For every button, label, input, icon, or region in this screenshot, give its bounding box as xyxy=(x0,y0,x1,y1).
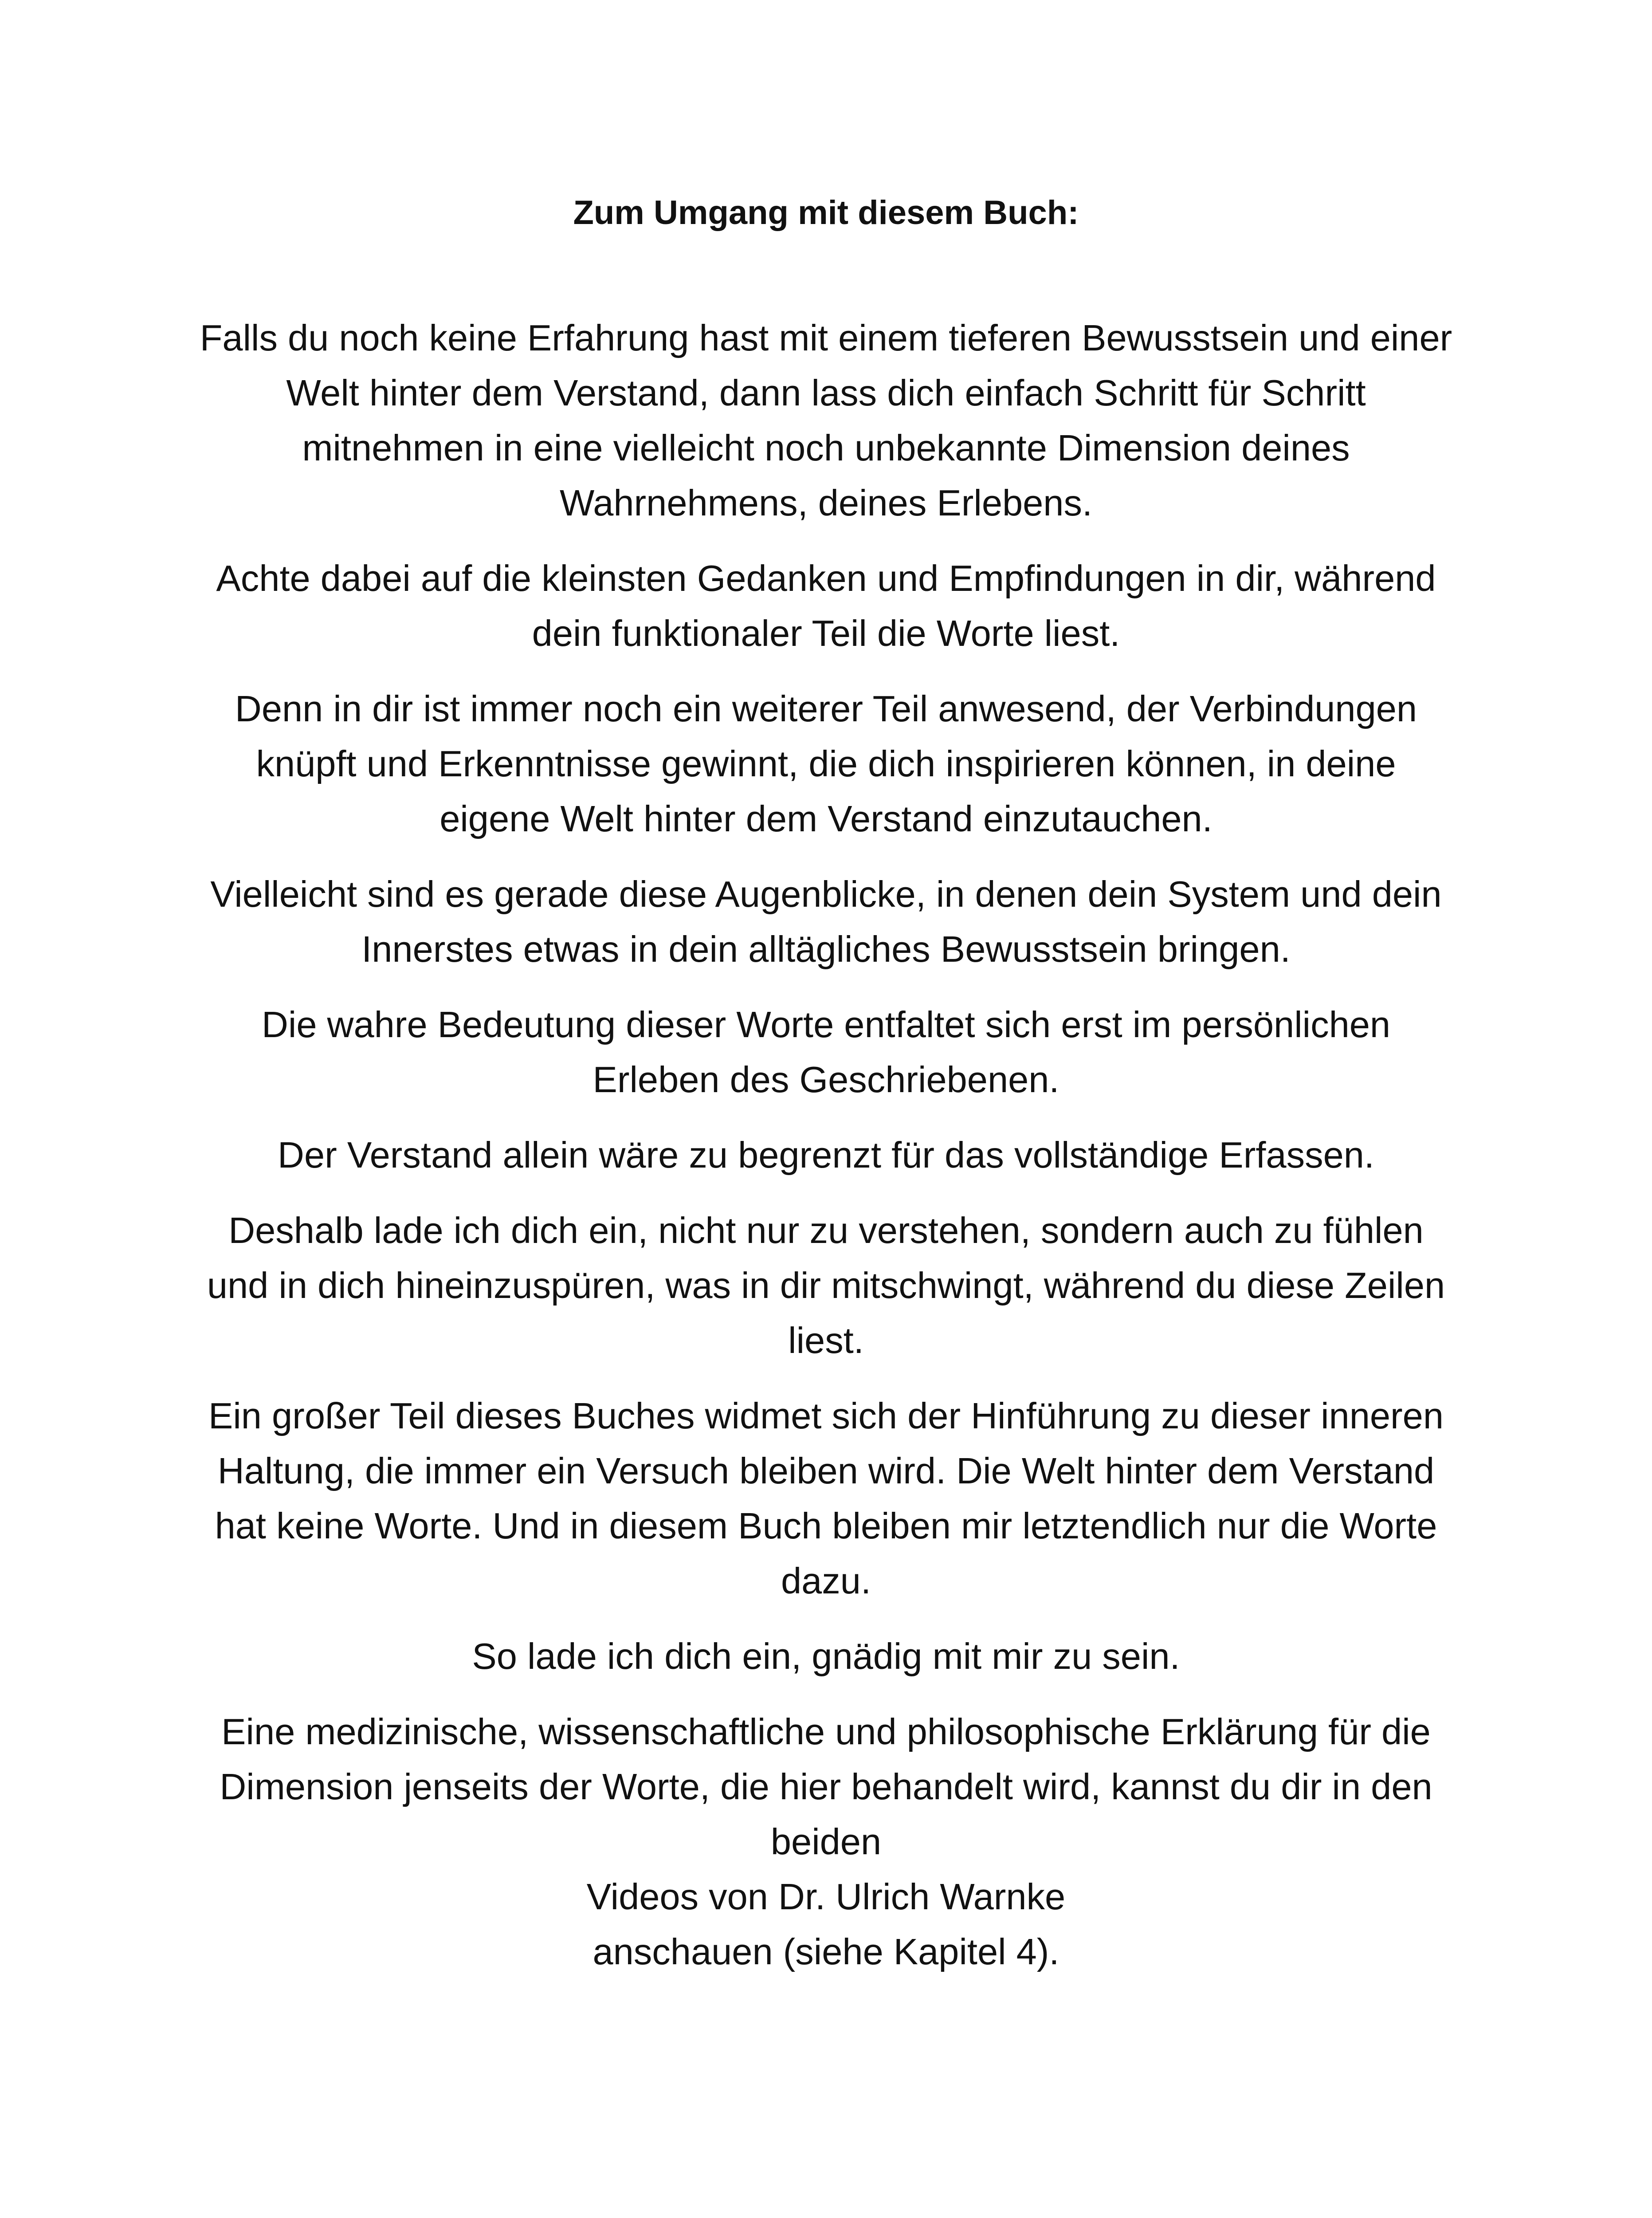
text-line: Die wahre Bedeutung dieser Worte entfaltet sich erst im persönlichen xyxy=(261,1004,1391,1045)
text-line: Denn in dir ist immer noch ein weiterer Teil anwesend, der Verbindungen xyxy=(235,688,1417,729)
text-line: anschauen (siehe Kapitel 4). xyxy=(593,1931,1059,1972)
text-line: Haltung, die immer ein Versuch bleiben wird. Die Welt hinter dem Verstand xyxy=(217,1450,1435,1491)
text-line: beiden xyxy=(770,1821,882,1862)
text-line: Dimension jenseits der Worte, die hier behandelt wird, kannst du dir in den xyxy=(220,1766,1432,1807)
paragraph xyxy=(186,997,1466,1107)
paragraph xyxy=(186,1128,1466,1183)
page-content xyxy=(186,191,1466,2000)
text-line: Eine medizinische, wissenschaftliche und philosophische Erklärung für die xyxy=(221,1711,1431,1752)
text-line: Welt hinter dem Verstand, dann lass dich einfach Schritt für Schritt xyxy=(286,372,1366,413)
text-line: eigene Welt hinter dem Verstand einzutauchen. xyxy=(439,798,1213,839)
text-line: hat keine Worte. Und in diesem Buch bleiben mir letztendlich nur die Worte xyxy=(215,1505,1437,1546)
text-line: mitnehmen in eine vielleicht noch unbekannte Dimension deines xyxy=(302,427,1350,468)
text-line: Achte dabei auf die kleinsten Gedanken und Empfindungen in dir, während xyxy=(216,558,1436,599)
text-line: Falls du noch keine Erfahrung hast mit einem tieferen Bewusstsein und einer xyxy=(200,317,1452,358)
text-line: Deshalb lade ich dich ein, nicht nur zu verstehen, sondern auch zu fühlen xyxy=(228,1210,1424,1251)
text-line: und in dich hineinzuspüren, was in dir mitschwingt, während du diese Zeilen xyxy=(207,1265,1445,1306)
paragraph xyxy=(186,1203,1466,1368)
text-line: knüpft und Erkenntnisse gewinnt, die dich inspirieren können, in deine xyxy=(256,743,1396,784)
paragraph xyxy=(186,311,1466,531)
paragraph xyxy=(186,551,1466,661)
paragraph xyxy=(186,681,1466,846)
section-title: Zum Umgang mit diesem Buch: xyxy=(573,194,1079,232)
text-line: Ein großer Teil dieses Buches widmet sich der Hinführung zu dieser inneren xyxy=(208,1395,1444,1436)
text-line: Innerstes etwas in dein alltägliches Bewusstsein bringen. xyxy=(361,928,1291,970)
text-line: dazu. xyxy=(781,1560,871,1601)
text-line: Erleben des Geschriebenen. xyxy=(593,1059,1059,1100)
paragraph xyxy=(186,867,1466,977)
text-line: Vielleicht sind es gerade diese Augenblicke, in denen dein System und dein xyxy=(210,873,1442,915)
text-line: liest. xyxy=(788,1320,864,1361)
paragraph xyxy=(186,1629,1466,1684)
text-line: dein funktionaler Teil die Worte liest. xyxy=(532,613,1120,654)
text-line: Wahrnehmens, deines Erlebens. xyxy=(559,482,1093,523)
text-line: Videos von Dr. Ulrich Warnke xyxy=(586,1876,1066,1917)
paragraph xyxy=(186,1704,1466,1979)
text-line: Der Verstand allein wäre zu begrenzt für das vollständige Erfassen. xyxy=(278,1134,1374,1176)
paragraph xyxy=(186,1388,1466,1608)
text-line: So lade ich dich ein, gnädig mit mir zu sein. xyxy=(472,1636,1180,1677)
